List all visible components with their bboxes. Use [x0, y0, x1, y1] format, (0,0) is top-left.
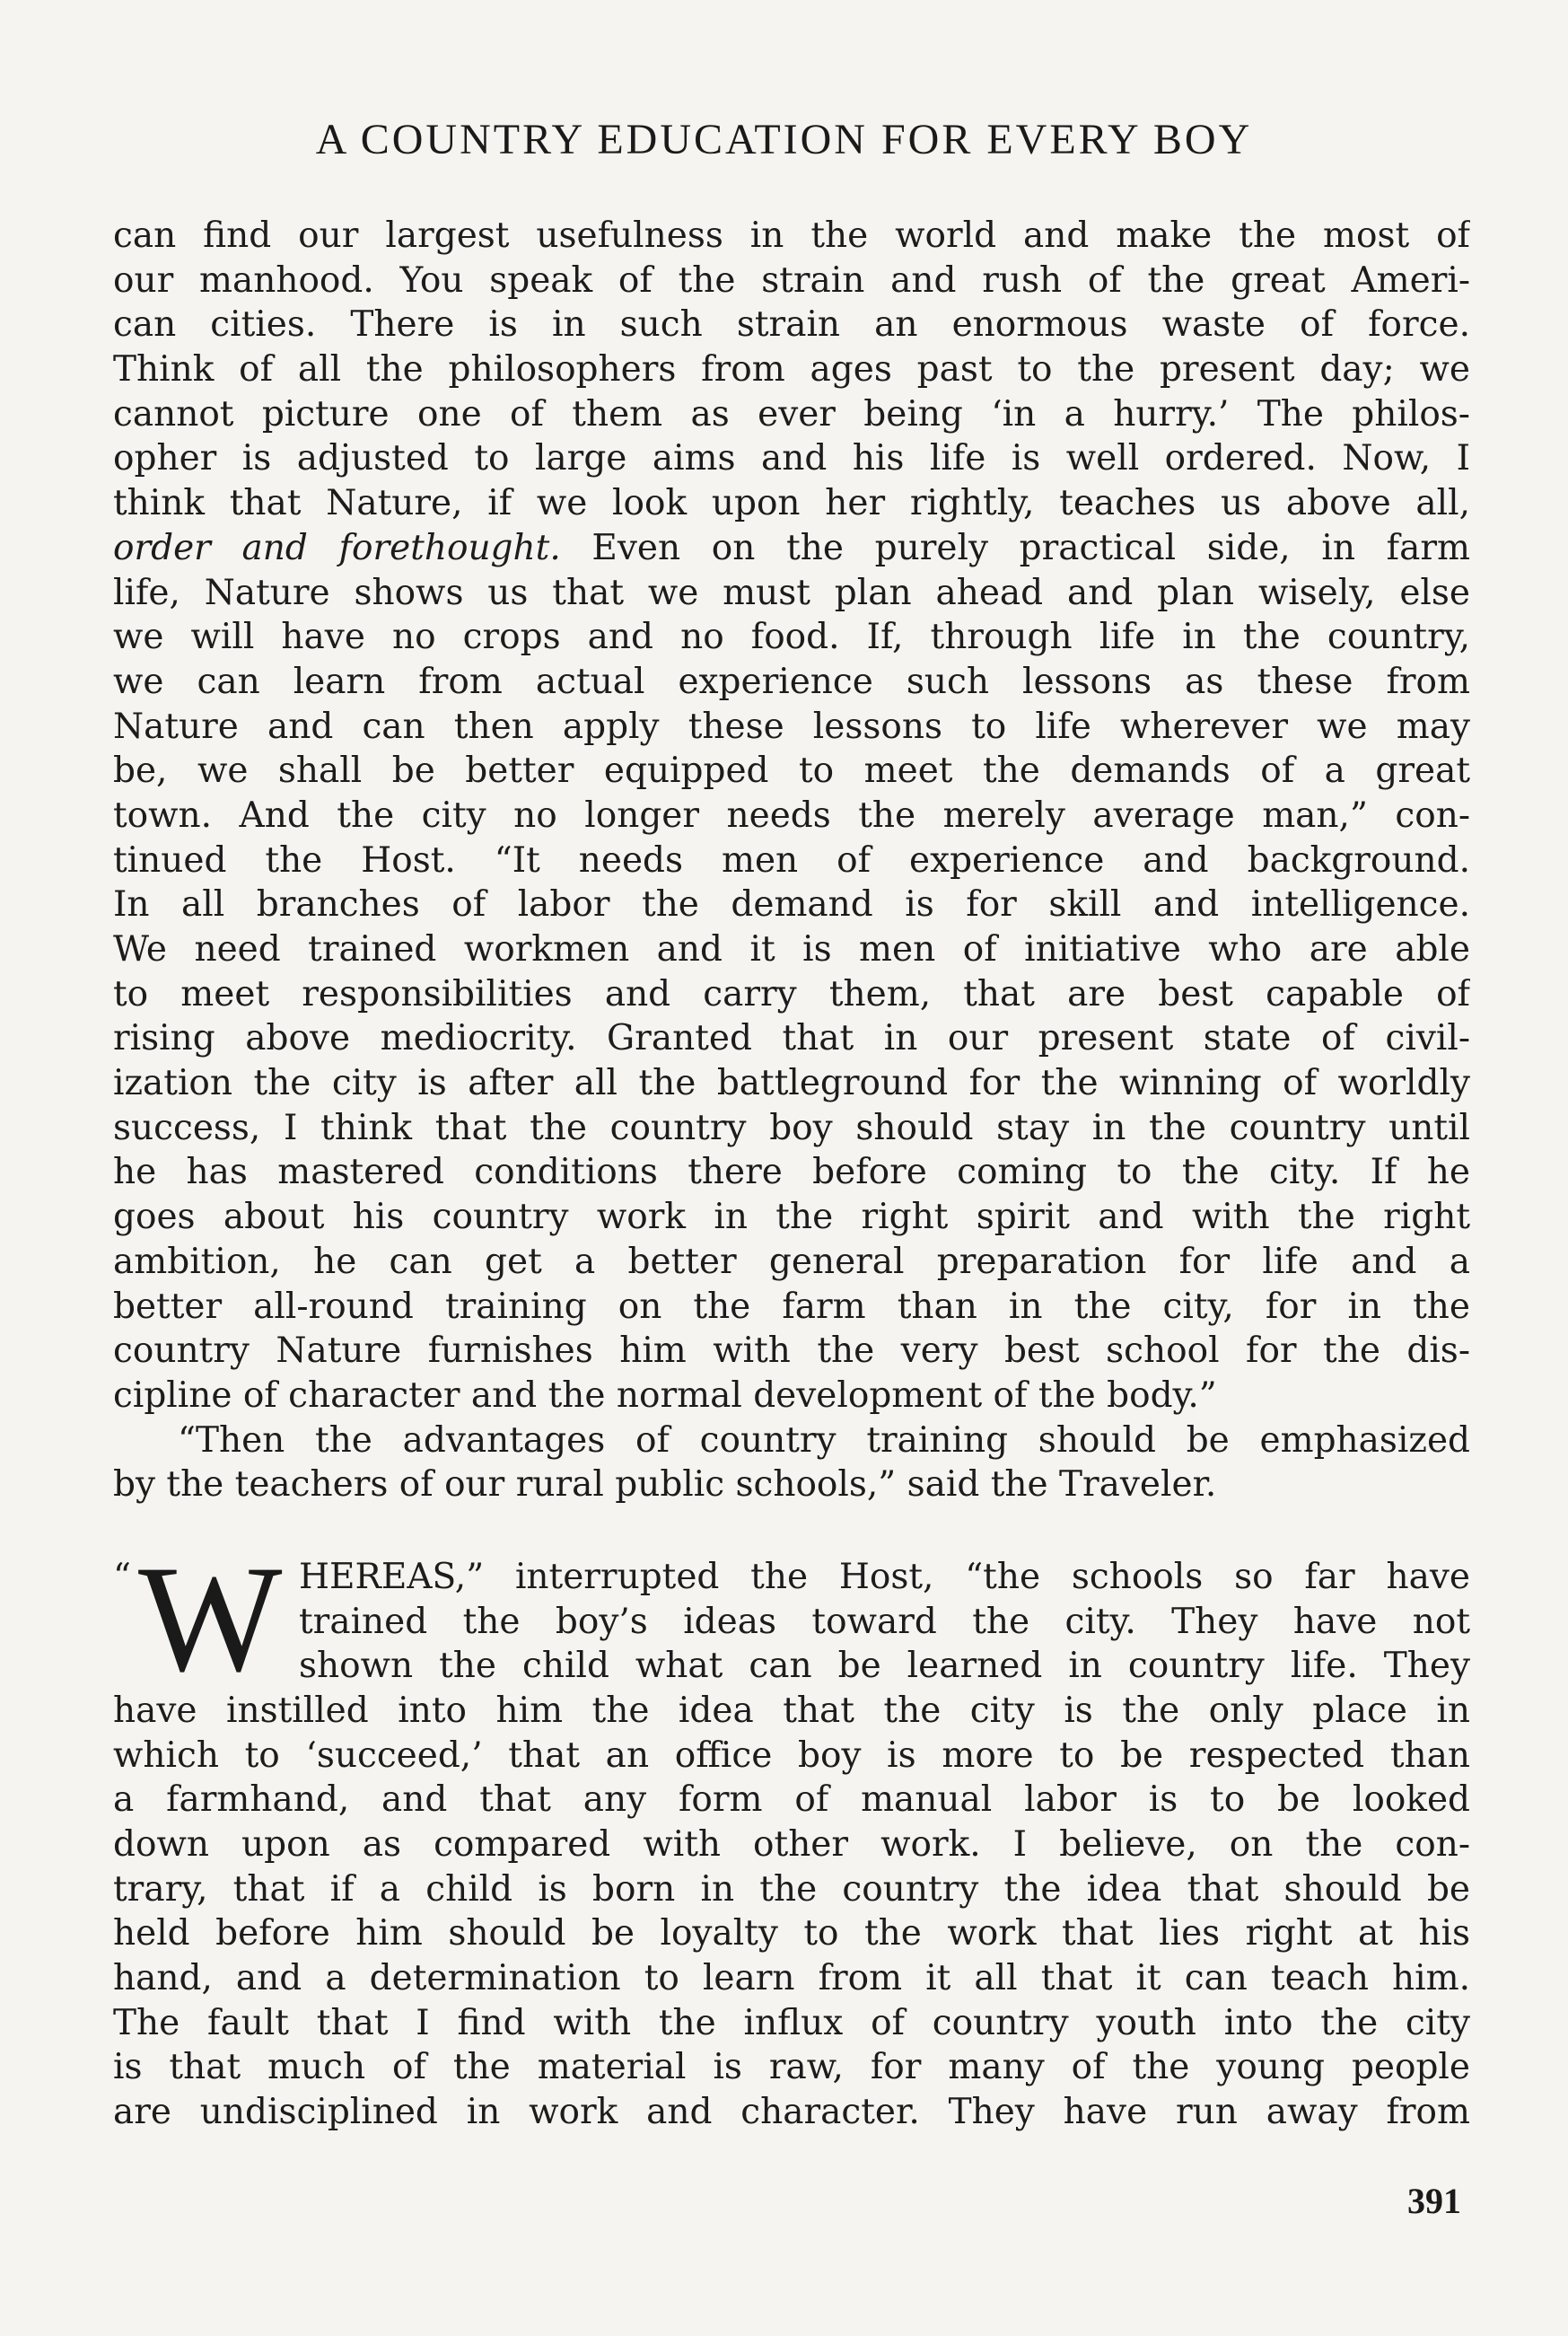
drop-cap-letter: W	[138, 1533, 283, 1703]
paragraph-2	[113, 1418, 1470, 1507]
text-line: think that Nature, if we look upon her rightly, teaches us above all,	[113, 483, 1470, 524]
text-line: The fault that I find with the influx of country youth into the city	[113, 2002, 1470, 2043]
text-line: “Then the advantages of country training should be emphasized	[178, 1419, 1470, 1461]
text-line: held before him should be loyalty to the work that lies right at his	[113, 1913, 1470, 1954]
section-break	[113, 1507, 1470, 1555]
text-line: cipline of character and the normal development of the body.”	[113, 1374, 1217, 1416]
text-line: is that much of the material is raw, for many of the young people	[113, 2047, 1470, 2088]
text-line: have instilled into him the idea that the city is the only place in	[113, 1690, 1470, 1731]
text-line: tinued the Host. “It needs men of experience and background.	[113, 839, 1470, 881]
running-head: A COUNTRY EDUCATION FOR EVERY BOY	[315, 116, 1253, 163]
page-number: 391	[1407, 2181, 1461, 2221]
text-line: down upon as compared with other work. I believe, on the con-	[113, 1824, 1470, 1865]
text-line: cannot picture one of them as ever being ‘in a hurry.’ The philos-	[113, 393, 1470, 435]
text-line: Nature and can then apply these lessons to life wherever we may	[113, 706, 1470, 747]
text-line: he has mastered conditions there before coming to the city. If he	[113, 1152, 1470, 1193]
text-line: country Nature furnishes him with the very best school for the dis-	[113, 1330, 1470, 1372]
text-line: goes about his country work in the right spirit and with the right	[113, 1197, 1470, 1238]
text-line: success, I think that the country boy should stay in the country until	[113, 1107, 1470, 1148]
text-line: be, we shall be better equipped to meet the demands of a great	[113, 751, 1470, 792]
opening-quote: “	[113, 1556, 131, 1597]
text-line: ambition, he can get a better general preparation for life and a	[113, 1241, 1470, 1282]
text-line: life, Nature shows us that we must plan ahead and plan wisely, else	[113, 572, 1470, 613]
paragraph-1	[113, 214, 1470, 1418]
text-line: better all-round training on the farm than in the city, for in the	[113, 1286, 1470, 1327]
text-line: HEREAS,” interrupted the Host, “the schools so far have	[299, 1556, 1470, 1597]
text-line: Think of all the philosophers from ages past to the present day; we	[113, 349, 1470, 391]
text-line: to meet responsibilities and carry them, that are best capable of	[113, 973, 1470, 1014]
text-line-italic	[113, 526, 1470, 571]
italic-phrase: order and forethought.	[113, 527, 561, 568]
text-line: we will have no crops and no food. If, through life in the country,	[113, 617, 1470, 658]
dropcap-row	[113, 1533, 1470, 1703]
text-line: town. And the city no longer needs the merely average man,” con-	[113, 795, 1470, 836]
text-line: trained the boy’s ideas toward the city. They have not	[299, 1601, 1470, 1642]
line-rest: Even on the purely practical side, in farm	[560, 527, 1470, 568]
text-line: a farmhand, and that any form of manual labor is to be looked	[113, 1779, 1470, 1821]
text-line: We need trained workmen and it is men of initiative who are able	[113, 929, 1470, 970]
text-line: our manhood. You speak of the strain and rush of the great Ameri-	[113, 259, 1470, 301]
text-line: by the teachers of our rural public schools,” said the Traveler.	[113, 1464, 1217, 1506]
paragraph-3	[113, 1533, 1470, 2135]
body-text	[113, 214, 1470, 2135]
text-line: opher is adjusted to large aims and his life is well ordered. Now, I	[113, 438, 1470, 479]
text-line: ization the city is after all the battleground for the winning of worldly	[113, 1063, 1470, 1104]
text-line: can cities. There is in such strain an enormous waste of force.	[113, 304, 1470, 346]
text-line: which to ‘succeed,’ that an office boy is more to be respected than	[113, 1734, 1470, 1776]
text-line: are undisciplined in work and character. They have run away from	[113, 2092, 1470, 2133]
text-line: shown the child what can be learned in country life. They	[299, 1646, 1470, 1687]
dropcap-lines	[299, 1555, 1470, 1689]
text-line: we can learn from actual experience such lessons as these from	[113, 661, 1470, 702]
text-line: trary, that if a child is born in the country the idea that should be	[113, 1868, 1470, 1910]
text-line: can find our largest usefulness in the world and make the most of	[113, 215, 1470, 256]
text-line: rising above mediocrity. Granted that in our present state of civil-	[113, 1018, 1470, 1059]
text-line: In all branches of labor the demand is for skill and intelligence.	[113, 884, 1470, 926]
text-line: hand, and a determination to learn from it all that it can teach him.	[113, 1958, 1470, 1999]
